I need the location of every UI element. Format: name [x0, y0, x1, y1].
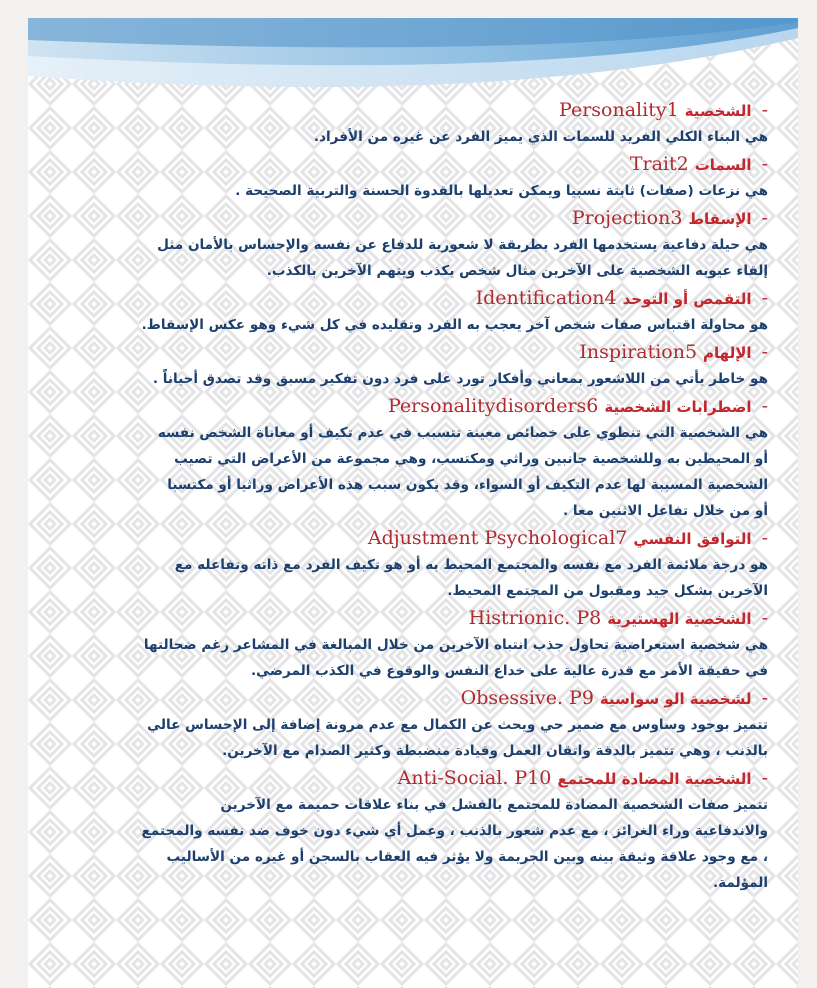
- definition-line: هي نزعات (صفات) ثابتة نسبيا ويمكن تعديلها بالقدوة الحسنة والتربية الصحيحة .: [235, 183, 768, 199]
- entry-definition: [58, 552, 768, 604]
- definition-line: في حقيقة الأمر مع قدرة عالية على خداع النفس والوقوع في الكذب المرضي.: [250, 663, 768, 679]
- glossary-entry: [58, 338, 768, 392]
- entry-english-term: Identification: [475, 287, 605, 309]
- entry-definition: [58, 124, 768, 150]
- entry-number: 3 -: [670, 207, 768, 229]
- entry-definition: [58, 232, 768, 284]
- glossary-entry: [58, 96, 768, 150]
- entry-english-term: Adjustment Psychological: [367, 527, 616, 549]
- entry-english-term: Personalitydisorders: [388, 395, 587, 417]
- entry-arabic-term: السمات: [694, 156, 752, 174]
- definition-line: هي البناء الكلي الفريد للسمات الذي يميز الفرد عن غيره من الأفراد.: [313, 129, 768, 145]
- entry-number: 5 -: [684, 341, 768, 363]
- definition-line: هي حيلة دفاعية يستخدمها الفرد بطريقة لا شعورية للدفاع عن نفسه والإحساس بالأمان مثل: [157, 237, 768, 253]
- entry-number: 8 -: [589, 607, 768, 629]
- entry-heading: [58, 684, 768, 712]
- definition-line: هو درجة ملائمة الفرد مع نفسه والمجتمع المحيط به أو هو تكيف الفرد مع ذاته وتفاعله مع: [174, 557, 768, 573]
- entry-english-term: Trait: [629, 153, 677, 175]
- entry-heading: [58, 392, 768, 420]
- header-wave-banner: [28, 18, 798, 108]
- entry-number: 10 -: [527, 767, 768, 789]
- definition-line: أو من خلال تفاعل الاثنين معا .: [562, 503, 768, 519]
- document-page: [28, 18, 798, 988]
- entry-arabic-term: التوافق النفسي: [633, 530, 752, 548]
- glossary-entry: [58, 764, 768, 896]
- glossary-entry: [58, 392, 768, 524]
- entry-arabic-term: الشخصية المضادة للمجتمع: [557, 770, 752, 788]
- entry-arabic-term: الإلهام: [703, 344, 752, 362]
- entry-arabic-term: الإسقاط: [688, 210, 752, 228]
- entry-arabic-term: الشخصية الهستيرية: [607, 610, 752, 628]
- glossary-entry: [58, 524, 768, 604]
- entry-heading: [58, 284, 768, 312]
- definition-line: إلقاء عيوبه الشخصية على الآخرين مثال شخص يكذب ويتهم الآخرين بالكذب.: [266, 263, 768, 279]
- entry-english-term: Histrionic. P: [468, 607, 590, 629]
- entry-number: 9 -: [581, 687, 768, 709]
- entry-english-term: Inspiration: [579, 341, 685, 363]
- entry-definition: [58, 366, 768, 392]
- entry-arabic-term: الشخصية: [684, 102, 752, 120]
- glossary-entry: [58, 684, 768, 764]
- entry-definition: [58, 712, 768, 764]
- entry-definition: [58, 312, 768, 338]
- glossary-entry: [58, 150, 768, 204]
- entry-definition: [58, 792, 768, 896]
- entry-heading: [58, 604, 768, 632]
- definition-line: تتميز بوجود وساوس مع ضمير حي ويحث عن الكمال مع عدم مرونة إضافة إلى الإحساس عالي: [147, 717, 768, 733]
- definition-line: ، مع وجود علاقة وثيقة بينه وبين الجريمة ولا يؤثر فيه العقاب بالسجن أو غيره من الأساليب: [166, 849, 768, 865]
- definition-line: هو محاولة اقتباس صفات شخص آخر يعجب به الفرد وتقليده في كل شيء وهو عكس الإسقاط.: [141, 317, 768, 333]
- entry-number: 2 -: [676, 153, 768, 175]
- entry-english-term: Projection: [571, 207, 671, 229]
- glossary-entry: [58, 284, 768, 338]
- definition-line: هي شخصية استعراضية تحاول جذب انتباه الآخرين من خلال المبالغة في المشاعر رغم ضحالتها: [143, 637, 768, 653]
- definition-line: والاندفاعية وراء الغرائز ، مع عدم شعور بالذنب ، وعمل أي شيء دون خوف ضد نفسه والمجتمع: [141, 823, 768, 839]
- entry-number: 1 -: [666, 99, 768, 121]
- definition-line: بالذنب ، وهي تتميز بالدقة واتقان العمل وقيادة منضبطة وكثير الصدام مع الآخرين.: [222, 743, 768, 759]
- entry-english-term: Anti-Social. P: [397, 767, 528, 789]
- entry-english-term: Personality: [559, 99, 667, 121]
- definition-line: هو خاطر يأتي من اللاشعور بمعاني وأفكار تورد على فرد دون تفكير مسبق وقد تصدق أحياناً .: [152, 371, 768, 387]
- entry-definition: [58, 632, 768, 684]
- glossary-entry: [58, 604, 768, 684]
- definition-line: المؤلمة.: [712, 875, 768, 891]
- definition-line: هي الشخصية التي تنطوي على خصائص معينة تتسبب في عدم تكيف أو معاناة الشخص نفسه: [157, 425, 768, 441]
- entry-definition: [58, 420, 768, 524]
- entry-heading: [58, 96, 768, 124]
- entry-heading: [58, 150, 768, 178]
- entry-arabic-term: لشخصية الو سواسية: [599, 690, 752, 708]
- definition-line: الشخصية المسببة لها عدم التكيف أو السواء، وقد يكون سبب هذه الأعراض وراثيا أو مكتسبا: [167, 477, 768, 493]
- glossary-list: [58, 96, 768, 896]
- entry-heading: [58, 764, 768, 792]
- entry-definition: [58, 178, 768, 204]
- entry-number: 6 -: [586, 395, 768, 417]
- definition-line: تتميز صفات الشخصية المضادة للمجتمع بالفشل في بناء علاقات حميمة مع الآخرين: [220, 797, 768, 813]
- entry-heading: [58, 524, 768, 552]
- entry-arabic-term: التقمص أو التوحد: [622, 290, 752, 308]
- definition-line: الآخرين بشكل جيد ومقبول من المجتمع المحيط.: [447, 583, 768, 599]
- entry-english-term: Obsessive. P: [460, 687, 582, 709]
- entry-number: 4 -: [604, 287, 768, 309]
- entry-heading: [58, 338, 768, 366]
- entry-number: 7 -: [615, 527, 768, 549]
- glossary-entry: [58, 204, 768, 284]
- definition-line: أو المحيطين به وللشخصية جانبين وراثي ومكتسب، وهي مجموعة من الأعراض التي تصيب: [174, 451, 768, 467]
- entry-heading: [58, 204, 768, 232]
- entry-arabic-term: اضطرابات الشخصية: [604, 398, 752, 416]
